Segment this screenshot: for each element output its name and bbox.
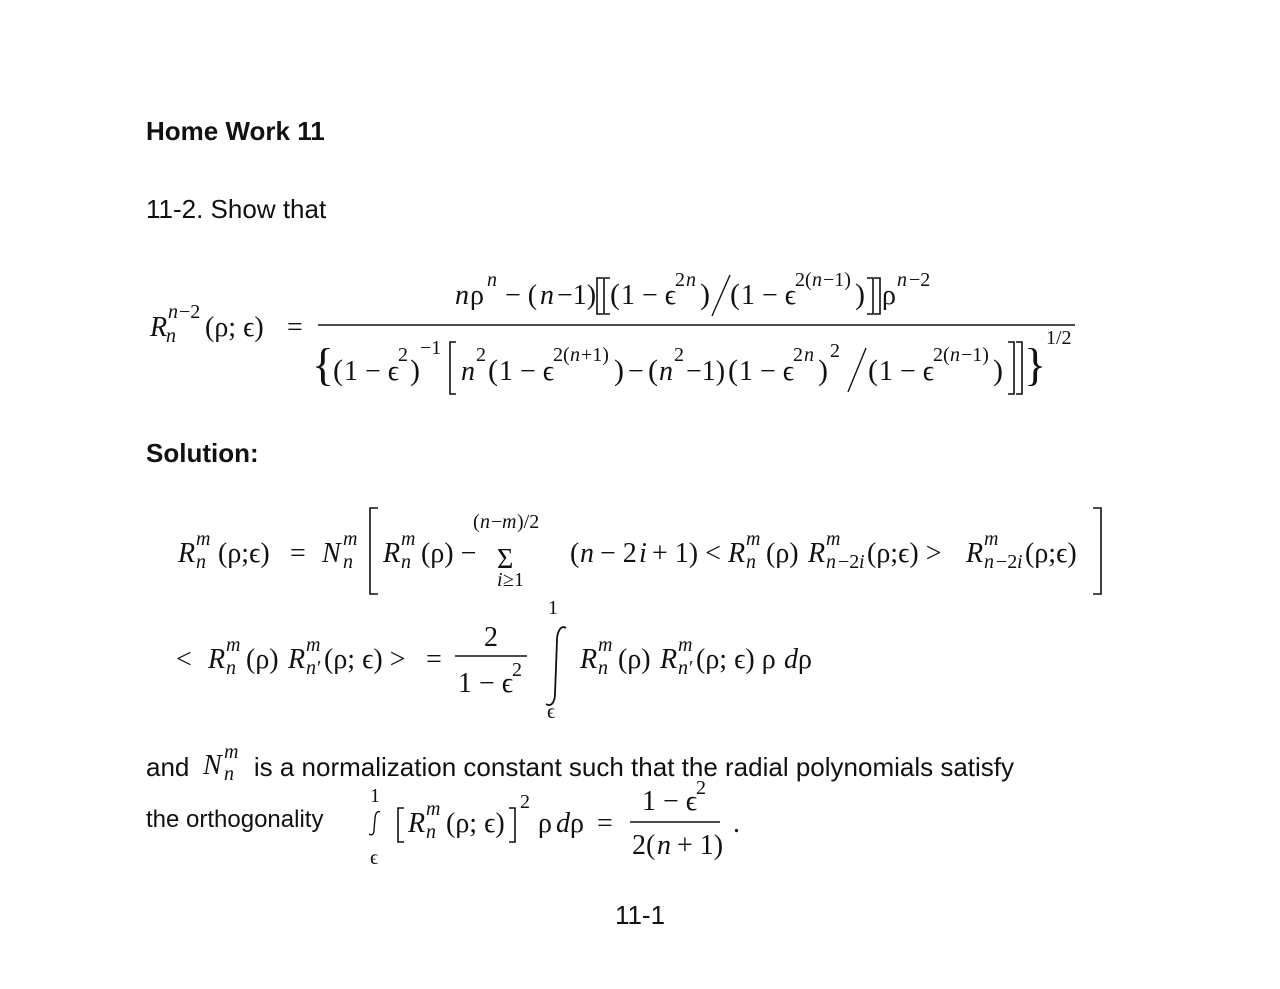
svg-text:n: n bbox=[343, 551, 353, 573]
svg-text:N: N bbox=[202, 750, 222, 781]
svg-text:n: n bbox=[826, 551, 836, 573]
svg-text:1/2: 1/2 bbox=[1046, 327, 1072, 349]
svg-text:): ) bbox=[855, 278, 865, 311]
svg-text:i: i bbox=[1017, 551, 1023, 573]
svg-text:=: = bbox=[290, 538, 306, 569]
svg-text:(: ( bbox=[488, 354, 498, 387]
svg-text:R: R bbox=[808, 538, 826, 569]
svg-text:2(: 2( bbox=[933, 344, 950, 366]
svg-text:n: n bbox=[897, 269, 907, 291]
svg-text:2: 2 bbox=[830, 340, 840, 362]
svg-text:2: 2 bbox=[674, 344, 684, 366]
svg-text:m: m bbox=[678, 634, 693, 656]
svg-text:n: n bbox=[480, 511, 490, 533]
svg-text:=: = bbox=[597, 808, 613, 839]
svg-text:1 − ϵ: 1 − ϵ bbox=[344, 356, 400, 387]
svg-text:ρ: ρ bbox=[538, 808, 552, 839]
svg-text:ρ: ρ bbox=[882, 280, 896, 311]
svg-text:(: ( bbox=[728, 354, 738, 387]
svg-text:−2: −2 bbox=[179, 301, 201, 323]
svg-text:2: 2 bbox=[484, 622, 498, 653]
svg-text:.: . bbox=[733, 808, 740, 839]
svg-text:+ 1): + 1) bbox=[677, 830, 724, 861]
svg-text:(ρ): (ρ) bbox=[766, 538, 799, 569]
svg-text:− (: − ( bbox=[505, 280, 538, 311]
svg-text:}: } bbox=[1024, 339, 1047, 390]
svg-text:−1): −1) bbox=[686, 356, 726, 387]
svg-text:1 − ϵ: 1 − ϵ bbox=[621, 280, 677, 311]
svg-text:−1): −1) bbox=[823, 269, 851, 291]
svg-text:1 − ϵ: 1 − ϵ bbox=[879, 356, 935, 387]
svg-text:n: n bbox=[657, 830, 671, 861]
svg-text:1 − ϵ: 1 − ϵ bbox=[458, 668, 514, 699]
svg-text:2(: 2( bbox=[553, 344, 570, 366]
svg-text:m: m bbox=[306, 634, 321, 656]
svg-text:): ) bbox=[818, 354, 828, 387]
svg-text:n: n bbox=[659, 356, 673, 387]
svg-text:−1): −1) bbox=[557, 280, 597, 311]
svg-text:n: n bbox=[678, 657, 688, 679]
solution-label: Solution: bbox=[146, 438, 259, 468]
svg-text:i: i bbox=[859, 551, 865, 573]
svg-text:m: m bbox=[826, 528, 841, 550]
svg-text:R: R bbox=[660, 644, 678, 675]
svg-text:′: ′ bbox=[317, 657, 322, 679]
eq4-integral bbox=[369, 785, 613, 869]
svg-text:(ρ): (ρ) bbox=[618, 644, 651, 675]
svg-text:−2: −2 bbox=[909, 269, 931, 291]
svg-text:ρ: ρ bbox=[470, 280, 484, 311]
svg-text:m: m bbox=[746, 528, 761, 550]
svg-text:−2: −2 bbox=[838, 551, 860, 573]
svg-text:Σ: Σ bbox=[497, 544, 514, 575]
svg-text:n: n bbox=[401, 551, 411, 573]
svg-text:R: R bbox=[288, 644, 306, 675]
svg-text:ρ: ρ bbox=[570, 808, 584, 839]
svg-text:n: n bbox=[487, 269, 497, 291]
svg-text:ϵ: ϵ bbox=[547, 701, 556, 723]
svg-text:): ) bbox=[614, 354, 624, 387]
svg-text:i: i bbox=[639, 538, 647, 569]
svg-text:2: 2 bbox=[793, 344, 803, 366]
svg-text:(ρ) −: (ρ) − bbox=[421, 538, 477, 569]
svg-text:+ 1) <: + 1) < bbox=[652, 538, 721, 569]
svg-text:n: n bbox=[598, 657, 608, 679]
svg-text:R: R bbox=[178, 538, 196, 569]
svg-text:R: R bbox=[580, 644, 598, 675]
svg-text:m: m bbox=[984, 528, 999, 550]
svg-text:m: m bbox=[598, 634, 613, 656]
svg-text:−1): −1) bbox=[961, 344, 989, 366]
svg-text:ρ: ρ bbox=[798, 644, 812, 675]
svg-text:(: ( bbox=[730, 278, 740, 311]
svg-text:N: N bbox=[322, 538, 341, 569]
svg-text:n: n bbox=[196, 551, 206, 573]
svg-text:m: m bbox=[426, 798, 441, 820]
svg-text:2: 2 bbox=[512, 659, 522, 681]
svg-text:{: { bbox=[312, 339, 335, 390]
svg-text:1: 1 bbox=[370, 785, 380, 807]
svg-text:−2: −2 bbox=[996, 551, 1018, 573]
svg-text:ϵ: ϵ bbox=[370, 847, 379, 869]
svg-text:m: m bbox=[502, 511, 517, 533]
svg-text:n: n bbox=[804, 344, 814, 366]
svg-text:n: n bbox=[746, 551, 756, 573]
svg-text:=: = bbox=[426, 644, 442, 675]
svg-text:2: 2 bbox=[696, 777, 706, 799]
svg-text:R: R bbox=[408, 808, 426, 839]
svg-text:(: ( bbox=[570, 538, 580, 569]
svg-text:d: d bbox=[556, 808, 570, 839]
svg-text:m: m bbox=[401, 528, 416, 550]
svg-text:n: n bbox=[166, 325, 176, 347]
svg-text:2(: 2( bbox=[795, 269, 812, 291]
svg-text:n: n bbox=[686, 269, 696, 291]
svg-text:(ρ; ϵ) >: (ρ; ϵ) > bbox=[324, 644, 406, 675]
svg-text:n: n bbox=[570, 344, 580, 366]
svg-text:i: i bbox=[497, 569, 503, 591]
svg-text:<: < bbox=[176, 644, 192, 675]
svg-text:(ρ; ϵ): (ρ; ϵ) bbox=[446, 808, 505, 839]
svg-text:n: n bbox=[306, 657, 316, 679]
svg-text:m: m bbox=[226, 634, 241, 656]
svg-text:(: ( bbox=[868, 354, 878, 387]
svg-text:m: m bbox=[343, 528, 358, 550]
svg-text:R: R bbox=[966, 538, 984, 569]
svg-text:d: d bbox=[784, 644, 798, 675]
svg-text:2(: 2( bbox=[632, 830, 656, 861]
svg-text:R: R bbox=[383, 538, 401, 569]
svg-text:R: R bbox=[150, 312, 168, 343]
svg-text:(ρ; ϵ): (ρ; ϵ) bbox=[205, 312, 264, 343]
svg-text:=: = bbox=[287, 312, 303, 343]
svg-text:n: n bbox=[455, 280, 469, 311]
svg-text:(: ( bbox=[648, 354, 658, 387]
page-title: Home Work 11 bbox=[146, 116, 325, 146]
svg-text:): ) bbox=[410, 354, 420, 387]
paragraph-and: and bbox=[146, 752, 190, 782]
svg-text:m: m bbox=[223, 744, 239, 763]
svg-text:′: ′ bbox=[689, 657, 694, 679]
svg-text:n: n bbox=[226, 657, 236, 679]
svg-text:n: n bbox=[540, 280, 554, 311]
svg-text:(ρ;ϵ): (ρ;ϵ) bbox=[1025, 538, 1077, 569]
svg-text:n: n bbox=[950, 344, 960, 366]
page-number: 11-1 bbox=[614, 900, 666, 930]
paragraph-line-2: the orthogonality bbox=[146, 806, 324, 833]
svg-text:2: 2 bbox=[520, 791, 530, 813]
svg-text:−: − bbox=[628, 356, 644, 387]
svg-text:+1): +1) bbox=[581, 344, 609, 366]
svg-text:n: n bbox=[461, 356, 475, 387]
svg-text:(ρ): (ρ) bbox=[246, 644, 279, 675]
svg-text:n: n bbox=[426, 821, 436, 843]
svg-text:1 − ϵ: 1 − ϵ bbox=[642, 786, 698, 817]
svg-text:(ρ;ϵ): (ρ;ϵ) bbox=[218, 538, 270, 569]
svg-text:1 − ϵ: 1 − ϵ bbox=[741, 280, 797, 311]
svg-text:(ρ;ϵ) >: (ρ;ϵ) > bbox=[867, 538, 942, 569]
svg-text:(: ( bbox=[333, 354, 343, 387]
svg-text:n: n bbox=[223, 763, 234, 784]
svg-text:m: m bbox=[196, 528, 211, 550]
svg-text:≥1: ≥1 bbox=[503, 569, 524, 591]
svg-text:−1: −1 bbox=[420, 337, 442, 359]
problem-statement: 11-2. Show that bbox=[146, 194, 327, 224]
svg-text:2: 2 bbox=[476, 344, 486, 366]
svg-text:2: 2 bbox=[675, 269, 685, 291]
svg-text:): ) bbox=[700, 278, 710, 311]
svg-text:R: R bbox=[208, 644, 226, 675]
svg-text:(: ( bbox=[473, 511, 480, 533]
svg-text:1 − ϵ: 1 − ϵ bbox=[739, 356, 795, 387]
eq4-fraction bbox=[630, 777, 740, 861]
paragraph-line-1-text: is a normalization constant such that the radial polynomials satisfy bbox=[253, 752, 1015, 782]
svg-text:n: n bbox=[984, 551, 994, 573]
svg-text:2: 2 bbox=[398, 344, 408, 366]
svg-text:− 2: − 2 bbox=[600, 538, 637, 569]
svg-text:R: R bbox=[728, 538, 746, 569]
svg-text:): ) bbox=[993, 354, 1003, 387]
svg-text:(ρ; ϵ) ρ: (ρ; ϵ) ρ bbox=[696, 644, 776, 675]
svg-text:1: 1 bbox=[548, 597, 558, 619]
svg-text:n: n bbox=[812, 269, 822, 291]
svg-text:)/2: )/2 bbox=[517, 511, 540, 533]
svg-text:−: − bbox=[491, 511, 503, 533]
svg-text:1 − ϵ: 1 − ϵ bbox=[499, 356, 555, 387]
svg-text:n: n bbox=[168, 301, 178, 323]
svg-text:(: ( bbox=[610, 278, 620, 311]
svg-text:n: n bbox=[580, 538, 594, 569]
